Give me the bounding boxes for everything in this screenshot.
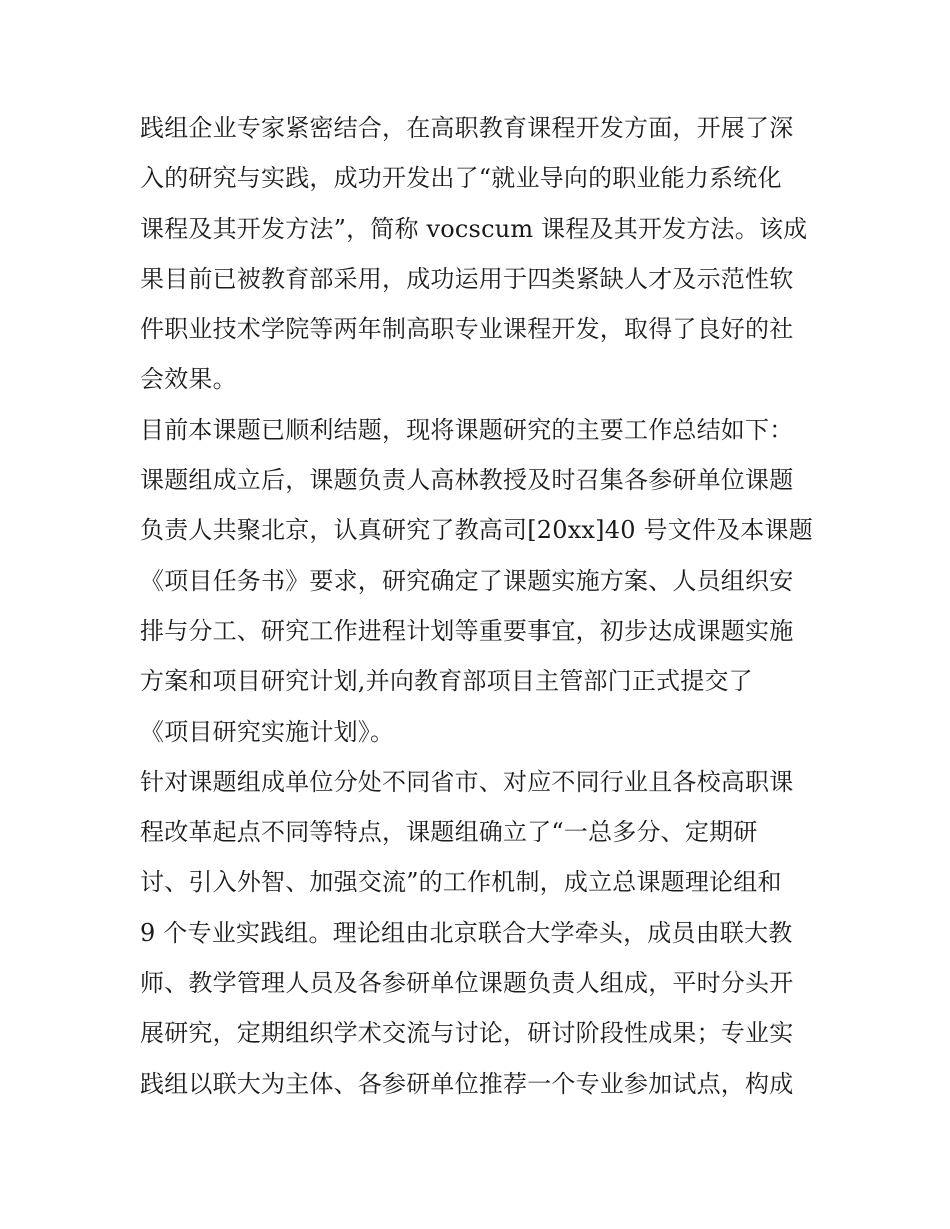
text-line: 践组以联大为主体、各参研单位推荐一个专业参加试点，构成: [140, 1069, 794, 1098]
text-line: 课题组成立后，课题负责人高林教授及时召集各参研单位课题: [140, 466, 794, 495]
text-line: 负责人共聚北京，认真研究了教高司[20xx]40 号文件及本课题: [140, 516, 813, 545]
text-line: 《项目研究实施计划》。: [140, 717, 395, 746]
text-line: 课程及其开发方法”，简称 vocscum 课程及其开发方法。该成: [140, 214, 808, 243]
text-line: 入的研究与实践，成功开发出了“就业导向的职业能力系统化: [140, 164, 782, 193]
text-line: 目前本课题已顺利结题，现将课题研究的主要工作总结如下：: [140, 415, 794, 444]
text-line: 件职业技术学院等两年制高职专业课程开发，取得了良好的社: [140, 315, 794, 344]
text-line: 师、教学管理人员及各参研单位课题负责人组成，平时分头开: [140, 969, 794, 998]
text-line: 针对课题组成单位分处不同省市、对应不同行业且各校高职课: [140, 767, 794, 796]
text-line: 《项目任务书》要求，研究确定了课题实施方案、人员组织安: [140, 566, 794, 595]
text-line: 程改革起点不同等特点，课题组确立了“一总多分、定期研: [140, 818, 758, 847]
text-line: 展研究，定期组织学术交流与讨论，研讨阶段性成果；专业实: [140, 1019, 794, 1048]
text-line: 讨、引入外智、加强交流”的工作机制，成立总课题理论组和: [140, 868, 782, 897]
text-line: 9 个专业实践组。理论组由北京联合大学牵头，成员由联大教: [140, 918, 793, 947]
text-line: 排与分工、研究工作进程计划等重要事宜，初步达成课题实施: [140, 616, 794, 645]
text-line: 方案和项目研究计划,并向教育部项目主管部门正式提交了: [140, 667, 753, 696]
text-line: 践组企业专家紧密结合，在高职教育课程开发方面，开展了深: [140, 114, 794, 142]
text-line: 会效果。: [140, 365, 237, 394]
body-text: [140, 103, 815, 1109]
text-line: 果目前已被教育部采用，成功运用于四类紧缺人才及示范性软: [140, 264, 794, 293]
